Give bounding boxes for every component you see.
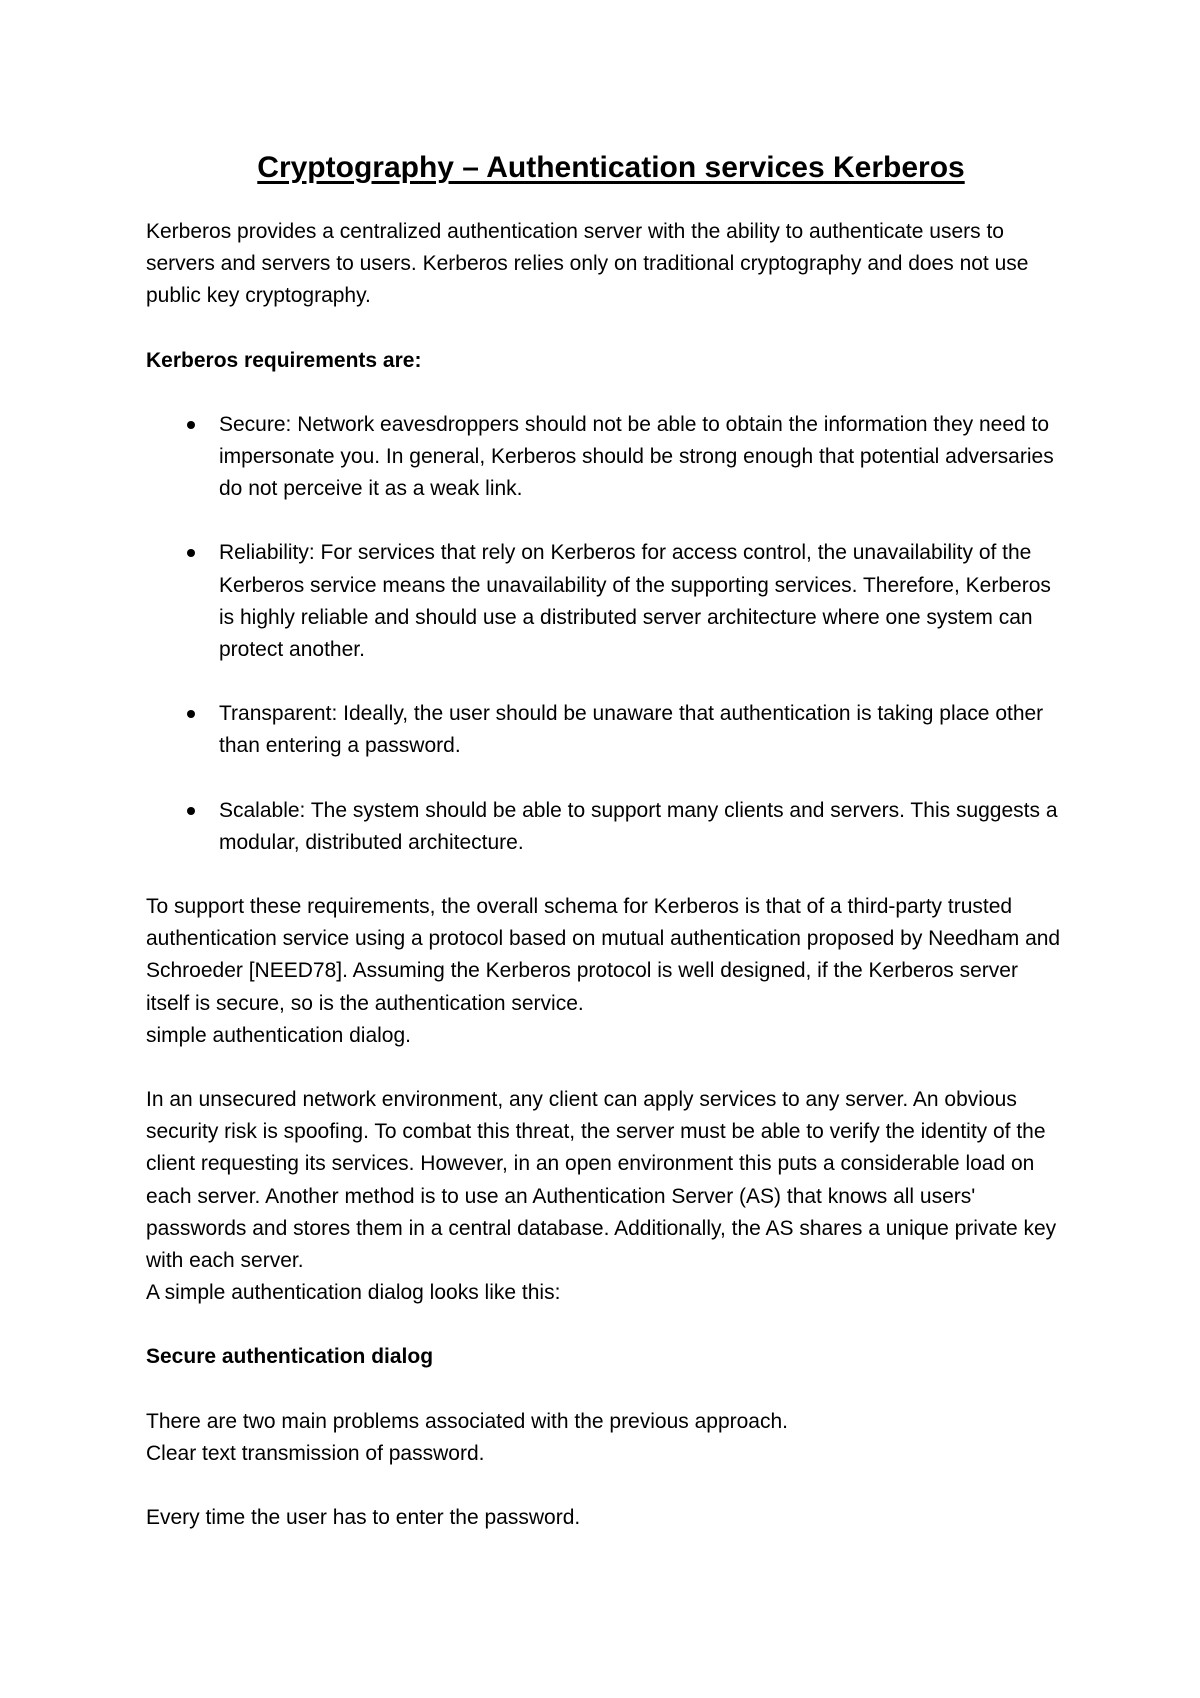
list-item: [146, 698, 1066, 762]
requirements-heading: Kerberos requirements are:: [146, 348, 422, 372]
requirements-list: [146, 409, 1066, 859]
problem-one: Clear text transmission of password.: [146, 1441, 485, 1465]
bullet-icon: [187, 549, 195, 557]
page-title: Cryptography – Authentication services Kerberos: [257, 151, 965, 184]
bullet-icon: [187, 710, 195, 718]
bullet-icon: [187, 807, 195, 815]
requirement-text: Reliability: For services that rely on Kerberos for access control, the unavailability of the Kerberos service means the unavailability of the supporting services. Therefore, Kerberos is highly reliable and should use a distributed server architecture where one system can protect another.: [219, 541, 1051, 662]
problems-paragraph: [146, 1406, 1066, 1470]
schema-paragraph-body: To support these requirements, the overall schema for Kerberos is that of a third-party trusted authentication service using a protocol based on mutual authentication proposed by Needham and Schroeder [NEED78]. Assuming the Kerberos protocol is well designed, if the Kerberos server itself is secure, so is the authentication service.: [146, 895, 1061, 1015]
document-body: [146, 148, 1066, 1566]
requirement-text: Scalable: The system should be able to support many clients and servers. This suggests a modular, distributed architecture.: [219, 798, 1058, 854]
schema-paragraph: [146, 891, 1066, 1052]
unsecured-paragraph-body: In an unsecured network environment, any client can apply services to any server. An obvious security risk is spoofing. To combat this threat, the server must be able to verify the identity of the client requesting its services. However, in an open environment this puts a considerable load on each server. Another method is to use an Authentication Server (AS) that knows all users' passwords and stores them in a central database. Additionally, the AS shares a unique private key with each server.: [146, 1088, 1057, 1273]
list-item: [146, 795, 1066, 859]
problems-intro: There are two main problems associated with the previous approach.: [146, 1409, 788, 1433]
unsecured-paragraph-tail: A simple authentication dialog looks like this:: [146, 1281, 561, 1305]
list-item: [146, 537, 1066, 666]
requirement-text: Transparent: Ideally, the user should be unaware that authentication is taking place other than entering a password.: [219, 702, 1044, 758]
schema-paragraph-tail: simple authentication dialog.: [146, 1023, 412, 1047]
intro-paragraph: Kerberos provides a centralized authentication server with the ability to authenticate users to servers and servers to users. Kerberos relies only on traditional cryptography and does not use public key cryptography.: [146, 220, 1029, 308]
secure-dialog-heading: Secure authentication dialog: [146, 1345, 434, 1369]
list-item: [146, 409, 1066, 506]
bullet-icon: [187, 421, 195, 429]
requirement-text: Secure: Network eavesdroppers should not be able to obtain the information they need to impersonate you. In general, Kerberos should be strong enough that potential adversaries do not perceive it as a weak link.: [219, 412, 1054, 501]
unsecured-paragraph: [146, 1084, 1066, 1309]
problem-two: Every time the user has to enter the password.: [146, 1506, 581, 1530]
